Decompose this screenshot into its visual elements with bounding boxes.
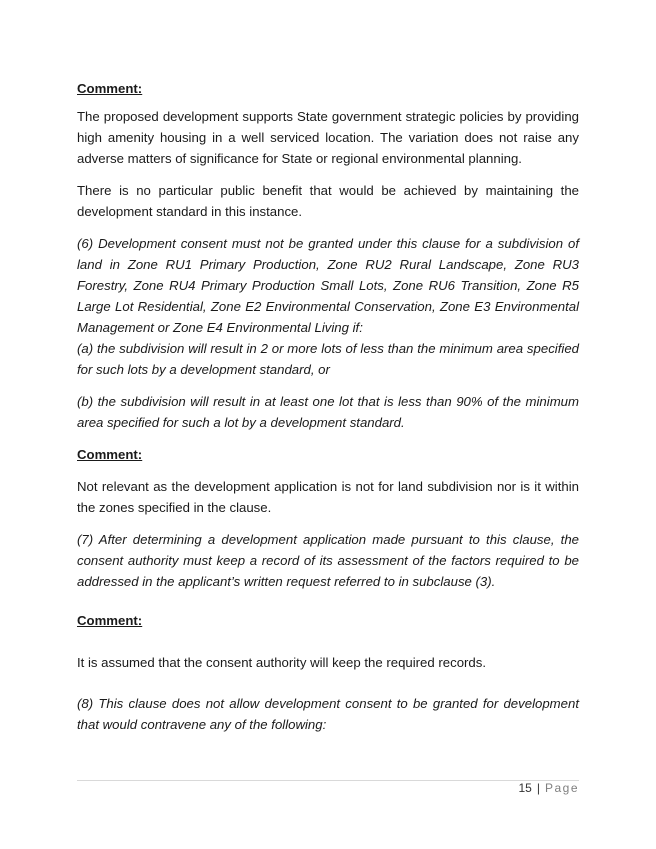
clause-6b-text: (b) the subdivision will result in at least one lot that is less than 90% of the minimum area specified for such a lot by a development standard. — [77, 394, 579, 430]
footer-divider — [77, 780, 579, 781]
clause-6a-text: (a) the subdivision will result in 2 or more lots of less than the minimum area specified for such lots by a development standard, or — [77, 341, 579, 377]
comment-heading: Comment: — [77, 447, 143, 462]
comment-heading: Comment: — [77, 81, 143, 96]
page-footer — [518, 780, 579, 796]
page-label: Page — [544, 781, 579, 795]
clause-8-text: (8) This clause does not allow development consent to be granted for development that would contravene any of the following: — [77, 696, 579, 732]
page-separator: | — [536, 781, 540, 795]
clause-6-text: (6) Development consent must not be granted under this clause for a subdivision of land in Zone RU1 Primary Production, Zone RU2 Rural Landscape, Zone RU3 Forestry, Zone RU4 Primary Production Small Lots, Zone RU6 Transition, Zone R5 Large Lot Residential, Zone E2 Environmental Conservation, Zone E3 Environmental Management or Zone E4 Environmental Living if: — [77, 236, 579, 335]
body-paragraph: Not relevant as the development application is not for land subdivision nor is it within the zones specified in the clause. — [77, 479, 579, 515]
body-paragraph: The proposed development supports State government strategic policies by providing high amenity housing in a well serviced location. The variation does not raise any adverse matters of significance for State or regional environmental planning. — [77, 109, 579, 166]
comment-heading: Comment: — [77, 613, 143, 628]
page-number: 15 — [518, 781, 532, 795]
body-paragraph: It is assumed that the consent authority will keep the required records. — [77, 655, 487, 670]
body-paragraph: There is no particular public benefit that would be achieved by maintaining the development standard in this instance. — [77, 183, 579, 219]
clause-7-text: (7) After determining a development application made pursuant to this clause, the consent authority must keep a record of its assessment of the factors required to be addressed in the applicant’s written request referred to in subclause (3). — [77, 532, 579, 589]
page-body — [77, 78, 579, 735]
